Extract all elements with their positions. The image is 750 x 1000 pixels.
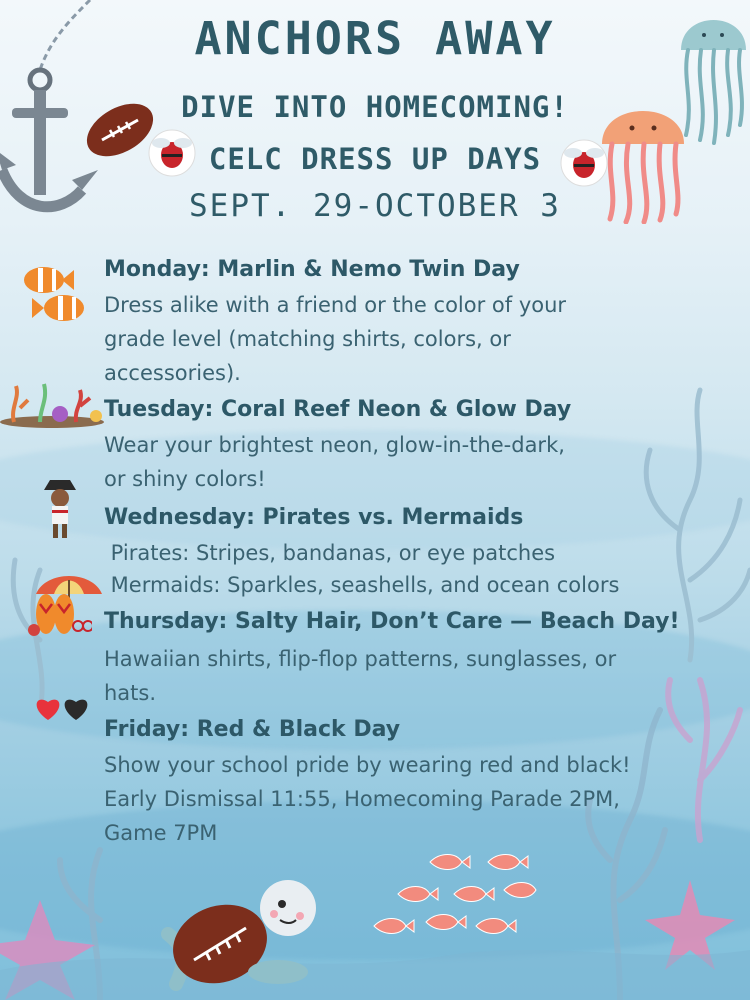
wednesday-line-1: Pirates: Stripes, bandanas, or eye patches — [104, 541, 556, 565]
friday-line-2: Early Dismissal 11:55, Homecoming Parade 2PM, — [104, 787, 620, 811]
event-dates: SEPT. 29-OCTOBER 3 — [189, 188, 561, 224]
friday-heading: Friday: Red & Black Day — [104, 717, 401, 742]
tuesday-line-1: Wear your brightest neon, glow-in-the-dark, — [104, 433, 565, 457]
hearts-icon — [34, 694, 92, 722]
flip-flops-icon — [28, 592, 92, 640]
fish-school-icon — [370, 850, 540, 950]
pirate-icon — [40, 478, 80, 542]
coral-reef-icon — [0, 378, 104, 428]
subtitle-line-1: DIVE INTO HOMECOMING! — [181, 90, 569, 124]
friday-line-1: Show your school pride by wearing red and black! — [104, 753, 631, 777]
sea-turtle-icon — [160, 874, 330, 1000]
clownfish-icon — [14, 260, 94, 330]
monday-line-3: accessories). — [104, 361, 241, 385]
monday-line-2: grade level (matching shirts, colors, or — [104, 327, 511, 351]
thursday-heading: Thursday: Salty Hair, Don’t Care — Beach Day! — [104, 609, 680, 634]
thursday-line-1: Hawaiian shirts, flip-flop patterns, sunglasses, or — [104, 647, 617, 671]
wednesday-line-2: Mermaids: Sparkles, seashells, and ocean colors — [104, 573, 620, 597]
monday-heading: Monday: Marlin & Nemo Twin Day — [104, 257, 520, 282]
tuesday-line-2: or shiny colors! — [104, 467, 266, 491]
friday-line-3: Game 7PM — [104, 821, 218, 845]
monday-line-1: Dress alike with a friend or the color of your — [104, 293, 567, 317]
subtitle-line-2: CELC DRESS UP DAYS — [208, 142, 542, 176]
thursday-line-2: hats. — [104, 681, 157, 705]
wednesday-heading: Wednesday: Pirates vs. Mermaids — [104, 505, 524, 530]
poster-title: ANCHORS AWAY — [194, 12, 556, 65]
tuesday-heading: Tuesday: Coral Reef Neon & Glow Day — [104, 397, 572, 422]
